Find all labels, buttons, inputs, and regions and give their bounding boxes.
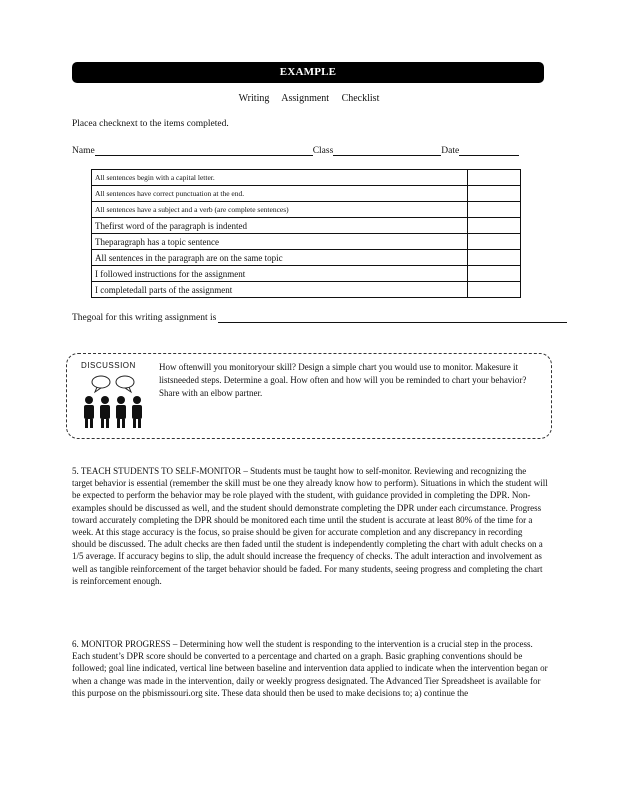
discussion-label: DISCUSSION	[81, 361, 136, 370]
checklist-item: Theparagraph has a topic sentence	[92, 234, 468, 250]
table-row	[92, 266, 521, 282]
discussion-people-icon	[81, 372, 145, 430]
check-box[interactable]	[468, 186, 521, 202]
check-box[interactable]	[468, 202, 521, 218]
name-class-date-row	[72, 145, 542, 156]
table-row	[92, 202, 521, 218]
table-row	[92, 170, 521, 186]
table-row	[92, 282, 521, 298]
check-box[interactable]	[468, 234, 521, 250]
goal-row	[72, 312, 567, 323]
table-row	[92, 218, 521, 234]
checklist-item: I followed instructions for the assignment	[92, 266, 468, 282]
checklist-item: All sentences have correct punctuation at the end.	[92, 186, 468, 202]
check-box[interactable]	[468, 250, 521, 266]
check-box[interactable]	[468, 218, 521, 234]
discussion-text: How oftenwill you monitoryour skill? Design a simple chart you would use to monitor. Makesure it listsneeded steps. Determine a goal. How often and how will you be reminded to chart your behavior? Share with an elbow partner.	[159, 362, 527, 398]
class-field[interactable]	[333, 145, 441, 156]
discussion-box	[66, 353, 552, 439]
instruction-text: Placea checknext to the items completed.	[72, 119, 229, 129]
table-row	[92, 186, 521, 202]
checklist-item: All sentences have a subject and a verb (are complete sentences)	[92, 202, 468, 218]
table-row	[92, 250, 521, 266]
class-label: Class	[312, 146, 334, 156]
checklist-item: All sentences begin with a capital letter.	[92, 170, 468, 186]
table-row	[92, 234, 521, 250]
check-box[interactable]	[468, 266, 521, 282]
name-label: Name	[72, 146, 95, 156]
goal-field[interactable]	[218, 312, 567, 323]
name-field[interactable]	[95, 145, 313, 156]
section-5-paragraph: 5. TEACH STUDENTS TO SELF-MONITOR – Students must be taught how to self-monitor. Reviewing and recognizing the target behavior is essential (remember the skill must be one they already know how to perform). Situations in which the student will be expected to perform the behavior may be role played with the student, with guidance provided in completing the DPR. Non-examples should be discussed as well, and the student should demonstrate completing the DPR under each circumstance. Progress toward accurately completing the DPR should be monitored each time until the student is accurate at least 80% of the time for a week. At this stage accuracy is the focus, so praise should be given for accurate completion and any discrepancy in recording should be discussed. The adult checks are then faded until the student is independently completing the chart with adult checks on a 1/5 average. If accuracy begins to slip, the adult should increase the frequency of checks. The adult interaction and involvement as well as tangible reinforcement of the target behavior should be faded. For many students, seeing progress and completing the chart is reinforcement enough.	[72, 466, 548, 586]
goal-label: Thegoal for this writing assignment is	[72, 313, 217, 323]
check-box[interactable]	[468, 282, 521, 298]
checklist-table	[91, 169, 521, 298]
page-subtitle: Writing Assignment Checklist	[238, 93, 380, 104]
section-6-paragraph: 6. MONITOR PROGRESS – Determining how well the student is responding to the intervention is a crucial step in the process. Each student’s DPR score should be converted to a percentage and charted on a graph. Basic graphing conventions should be followed; goal line indicated, vertical line between baseline and intervention data applied to indicate when the intervention began or when a change was made in the intervention, daily or weekly progress designated. The Advanced Tier Spreadsheet is available for this purpose on the pbismissouri.org site. These data should then be used to make decisions to; a) continue the	[72, 639, 548, 698]
date-field[interactable]	[459, 145, 519, 156]
checklist-item: I completedall parts of the assignment	[92, 282, 468, 298]
date-label: Date	[441, 146, 460, 156]
example-banner: EXAMPLE	[72, 62, 544, 83]
check-box[interactable]	[468, 170, 521, 186]
checklist-item: All sentences in the paragraph are on the same topic	[92, 250, 468, 266]
checklist-item: Thefirst word of the paragraph is indented	[92, 218, 468, 234]
